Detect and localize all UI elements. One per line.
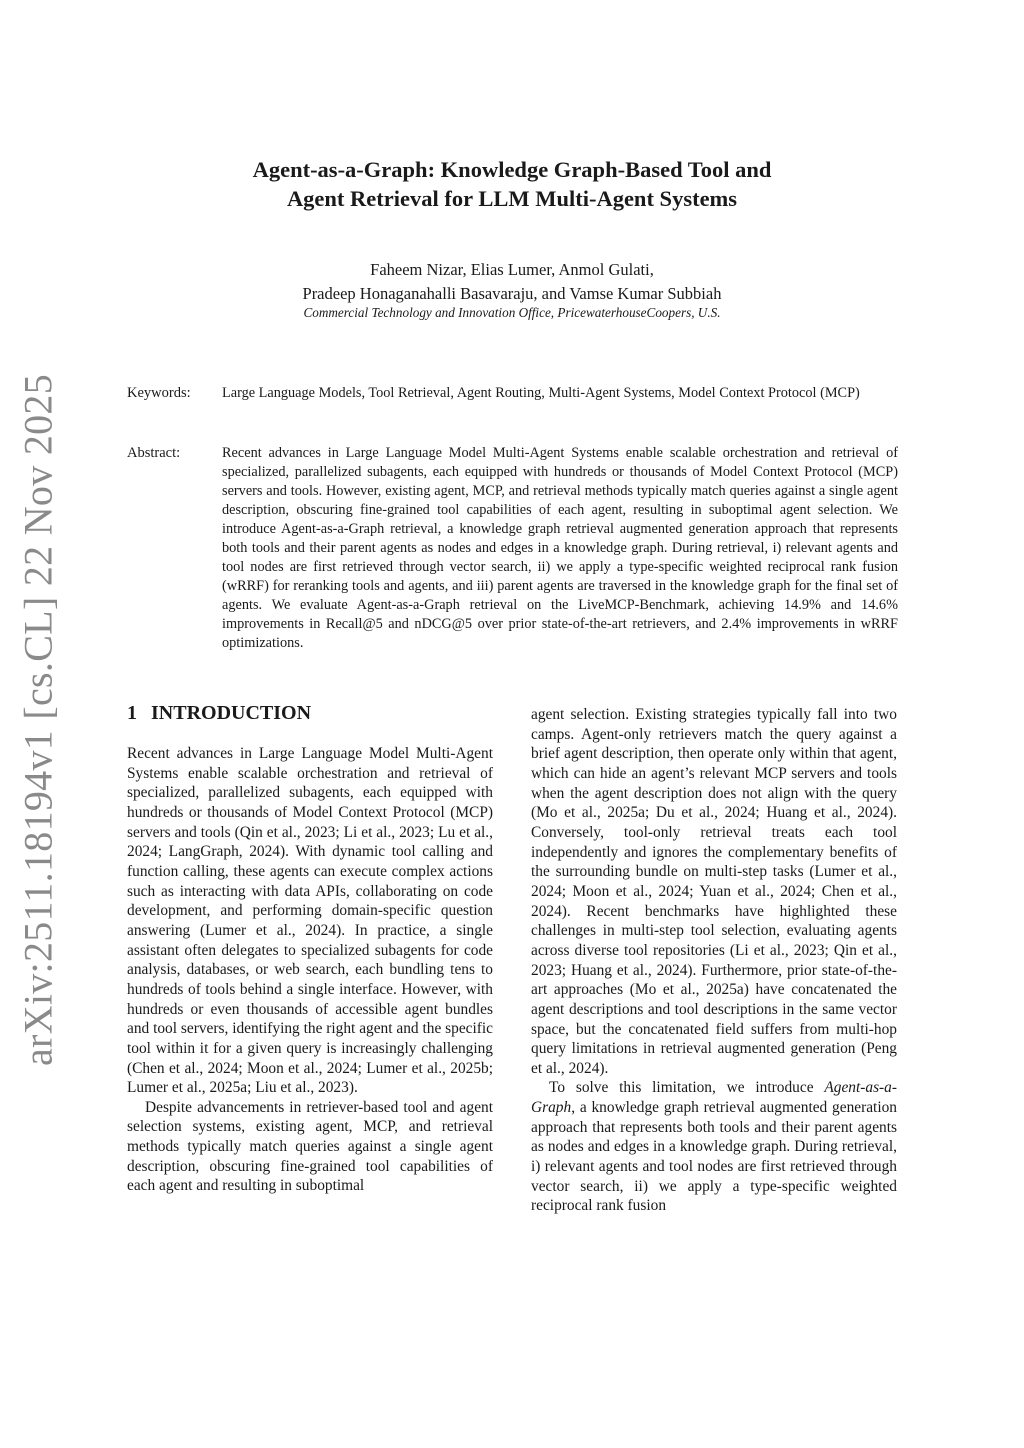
body-left-column [127, 744, 493, 1196]
intro-paragraph-2: Despite advancements in retriever-based tool and agent selection systems, existing agent, MCP, and retrieval methods typically match queries against a single agent description, obscuring fine-grained tool capabilities of each agent and resulting in suboptimal [127, 1098, 493, 1195]
method-name-term: Agent-as-a-Graph [531, 1079, 897, 1117]
paper-title [150, 155, 874, 213]
abstract-label: Abstract: [127, 445, 181, 461]
paper-title-line-2: Agent Retrieval for LLM Multi-Agent Systems [286, 186, 738, 211]
intro-paragraph-4-start: To solve this limitation, we introduce [549, 1079, 825, 1097]
arxiv-identifier-text: arXiv:2511.18194v1 [cs.CL] 22 Nov 2025 [15, 373, 61, 1067]
intro-paragraph-1: Recent advances in Large Language Model Multi-Agent Systems enable scalable orchestration and retrieval of specialized, parallelized subagents, each equipped with hundreds or thousands of Model Context Protocol (MCP) servers and tools (Qin et al., 2023; Li et al., 2023; Lu et al., 2024; LangGraph, 2024). With dynamic tool calling and function calling, these agents can execute complex actions such as interacting with data APIs, collaborating on code development, and performing domain-specific question answering (Lumer et al., 2024). In practice, a single assistant often delegates to specialized subagents for code analysis, databases, or web search, each bundling tens to hundreds of tools behind a single interface. However, with hundreds or even thousands of accessible agent bundles and tool servers, identifying the right agent and the specific tool within it for a given query is increasingly challenging (Chen et al., 2024; Moon et al., 2024; Lumer et al., 2025b; Lumer et al., 2025a; Liu et al., 2023). [127, 745, 493, 1097]
author-list-line-1: Faheem Nizar, Elias Lumer, Anmol Gulati, [370, 260, 654, 279]
abstract-text: Recent advances in Large Language Model Multi-Agent Systems enable scalable orchestration and retrieval of specialized, parallelized subagents, each equipped with hundreds or thousands of Model Context Protocol (MCP) servers and tools. However, existing agent, MCP, and retrieval methods typically match queries against a single agent description, obscuring fine-grained tool capabilities of each agent, resulting in suboptimal agent selection. We introduce Agent-as-a-Graph retrieval, a knowledge graph retrieval augmented generation approach that represents both tools and their parent agents as nodes and edges in a knowledge graph. During retrieval, i) relevant agents and tool nodes are first retrieved through vector search, ii) we apply a type-specific weighted reciprocal rank fusion (wRRF) for reranking tools and agents, and iii) parent agents are traversed in the knowledge graph for the final set of agents. We evaluate Agent-as-a-Graph retrieval on the LiveMCP-Benchmark, achieving 14.9% and 14.6% improvements in Recall@5 and nDCG@5 over prior state-of-the-art retrievers, and 2.4% improvements in wRRF optimizations. [222, 445, 898, 651]
arxiv-identifier-stamp [8, 373, 68, 1067]
intro-paragraph-4 [531, 1078, 897, 1216]
keywords-label: Keywords: [127, 385, 191, 401]
author-list [150, 258, 874, 306]
section-title: INTRODUCTION [151, 702, 312, 724]
intro-paragraph-4-rest: , a knowledge graph retrieval augmented generation approach that represents both tools and their parent agents as nodes and edges in a knowledge graph. During retrieval, i) relevant agents and tool nodes are first retrieved through vector search, ii) we apply a type-specific weighted reciprocal rank fusion [531, 1099, 897, 1215]
author-list-line-2: Pradeep Honaganahalli Basavaraju, and Vamse Kumar Subbiah [302, 284, 722, 303]
keywords-text: Large Language Models, Tool Retrieval, Agent Routing, Multi-Agent Systems, Model Context Protocol (MCP) [222, 385, 860, 401]
intro-paragraph-3: agent selection. Existing strategies typically fall into two camps. Agent-only retrievers match the query against a brief agent description, then operate only within that agent, which can hide an agent’s relevant MCP servers and tools when the agent description does not align with the query (Mo et al., 2025a; Du et al., 2024; Huang et al., 2024). Conversely, tool-only retrieval treats each tool independently and ignores the complementary benefits of the surrounding bundle on multi-step tasks (Lumer et al., 2024; Moon et al., 2024; Yuan et al., 2024; Chen et al., 2024). Recent benchmarks have highlighted these challenges in multi-step tool selection, evaluating agents across diverse tool repositories (Li et al., 2023; Qin et al., 2023; Huang et al., 2024). Furthermore, prior state-of-the-art approaches (Mo et al., 2025a) have concatenated the agent descriptions and tool descriptions in the same vector space, but the concatenated field suffers from multi-hop query limitations in retrieval augmented generation (Peng et al., 2024). [531, 706, 897, 1077]
paper-title-line-1: Agent-as-a-Graph: Knowledge Graph-Based Tool and [252, 157, 772, 182]
section-number: 1 [127, 702, 137, 724]
affiliation: Commercial Technology and Innovation Office, PricewaterhouseCoopers, U.S. [303, 305, 721, 320]
body-right-column [531, 705, 897, 1216]
section-heading [127, 702, 311, 725]
